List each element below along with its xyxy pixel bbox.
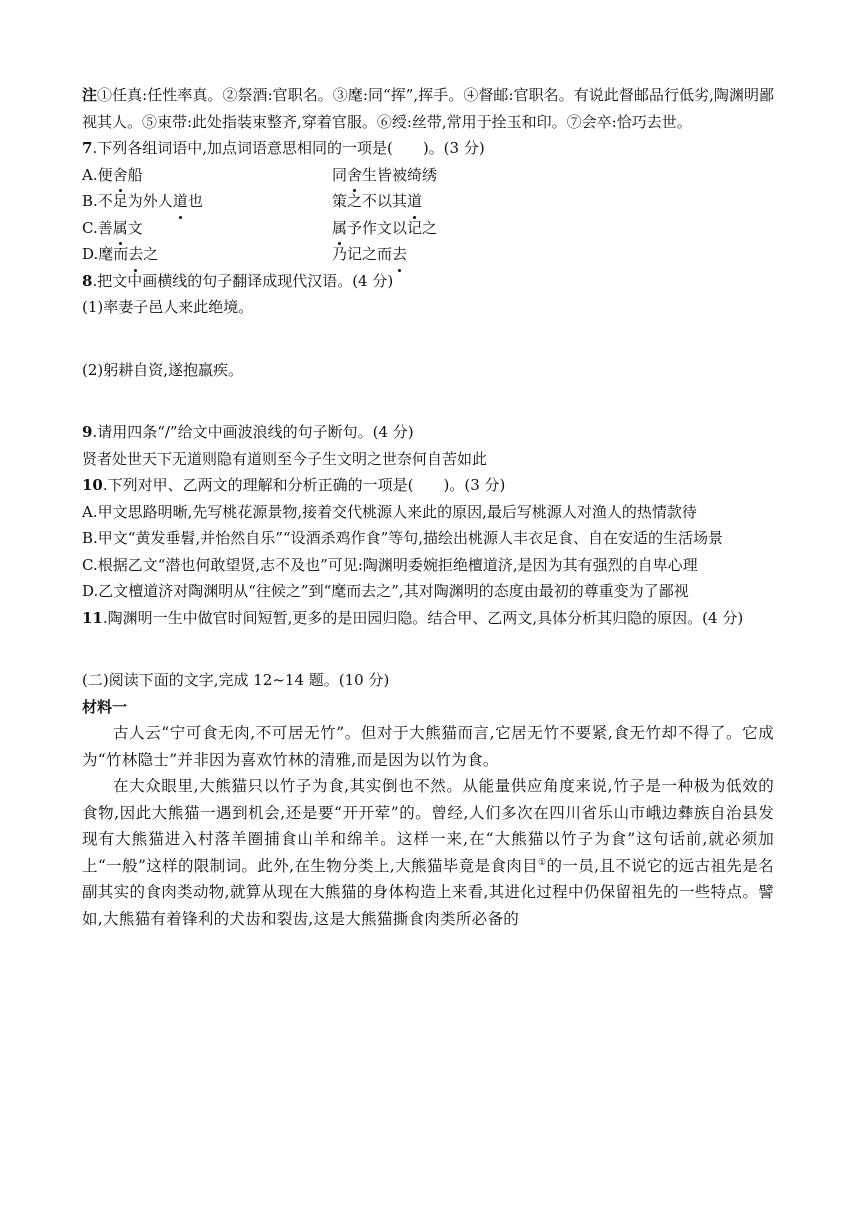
answer-space [82, 321, 774, 357]
material-title: 材料一 [82, 697, 128, 716]
question-8-stem [82, 268, 774, 295]
question-number: 11 [82, 608, 103, 627]
question-7-options [82, 162, 774, 268]
question-text: .把文中画横线的句子翻译成现代汉语。(4 分) [92, 271, 394, 290]
dotted-char: 道 [173, 188, 188, 215]
question-10-stem [82, 472, 774, 499]
question-number: 8 [82, 271, 93, 290]
notes-label: 注 [82, 86, 98, 104]
question-9-stem [82, 419, 774, 446]
dotted-char: 属 [332, 215, 347, 242]
q10-option-a: A.甲文思路明晰,先写桃花源景物,接着交代桃源人来此的原因,最后写桃源人对渔人的热情款待 [82, 502, 697, 521]
question-7-stem [82, 135, 774, 162]
q9-sentence: 贤者处世天下无道则隐有道则至今子生文明之世奈何自苦如此 [82, 449, 488, 468]
dotted-char: 属 [113, 215, 128, 242]
option-row: D.麾而去之 乃记之而去 [82, 241, 774, 268]
question-11-stem [82, 605, 774, 632]
question-number: 9 [82, 423, 93, 441]
question-text: .请用四条“/”给文中画波浪线的句子断句。(4 分) [92, 423, 414, 441]
annotation-notes [82, 82, 774, 135]
question-number: 7 [82, 139, 93, 157]
q10-option-c: C.根据乙文“潜也何敢望贤,志不及也”可见:陶渊明委婉拒绝檀道济,是因为其有强烈的自卑心理 [82, 555, 698, 574]
material-paragraph-1: 古人云“宁可食无肉,不可居无竹”。但对于大熊猫而言,它居无竹不要紧,食无竹却不得了。它成为“竹林隐士”并非因为喜欢竹林的清雅,而是因为以竹为食。 [82, 724, 774, 769]
dotted-char: 舍 [347, 162, 362, 189]
q8-sentence-1: (1)率妻子邑人来此绝境。 [82, 298, 254, 316]
answer-space [82, 383, 774, 419]
footnote-marker: ① [537, 857, 547, 868]
q10-option-d: D.乙文檀道济对陶渊明从“往候之”到“麾而去之”,其对陶渊明的态度由最初的尊重变为了鄙视 [82, 582, 689, 600]
question-text: .下列各组词语中,加点词语意思相同的一项是( )。(3 分) [92, 139, 485, 157]
option-row: A.便舍船 同舍生皆被绮绣 [82, 162, 774, 189]
question-text: .陶渊明一生中做官时间短暂,更多的是田园归隐。结合甲、乙两文,具体分析其归隐的原因。(4 分) [102, 608, 744, 627]
question-text: .下列对甲、乙两文的理解和分析正确的一项是( )。(3 分) [102, 476, 506, 494]
question-number: 10 [82, 476, 103, 494]
section-heading: (二)阅读下面的文字,完成 12~14 题。(10 分) [82, 671, 390, 689]
option-row: C.善属文 属予作文以记之 [82, 215, 774, 242]
q8-sentence-2: (2)躬耕自资,遂抱羸疾。 [82, 360, 244, 379]
q10-option-b: B.甲文“黄发垂髫,并怡然自乐”“设酒杀鸡作食”等句,描绘出桃源人丰衣足食、自在安适的生活场景 [82, 529, 724, 547]
dotted-char: 去 [392, 241, 407, 268]
material-paragraph-2: 在大众眼里,大熊猫只以竹子为食,其实倒也不然。从能量供应角度来说,竹子是一种极为低效的食物,因此大熊猫一遇到机会,还是要“开开荤”的。曾经,人们多次在四川省乐山市峨边彝族自治县发现有大熊猫进入村落羊圈捕食山羊和绵羊。这样一来,在“大熊猫以竹子为食”这句话前,就必须加上“一般”这样的限制词。此外,在生物分类上,大熊猫毕竟是食肉目①的一员,且不说它的远古祖先是名副其实的食肉类动物,就算从现在大熊猫的身体构造上来看,其进化过程中仍保留祖先的一些特点。譬如,大熊猫有着锋利的犬齿和裂齿,这是大熊猫撕食肉类所必备的 [82, 777, 774, 928]
answer-space [82, 631, 774, 667]
notes-text: ①任真:任性率真。②祭酒:官职名。③麾:同“挥”,挥手。④督邮:官职名。有说此督邮品行低劣,陶渊明鄙视其人。⑤束带:此处指装束整齐,穿着官服。⑥绶:丝带,常用于拴玉和印。⑦会卒:恰巧去世。 [82, 86, 774, 131]
dotted-char: 舍 [113, 162, 128, 189]
dotted-char: 去 [128, 241, 143, 268]
dotted-char: 道 [407, 188, 422, 215]
option-row: B.不足为外人道也 策之不以其道 [82, 188, 774, 215]
